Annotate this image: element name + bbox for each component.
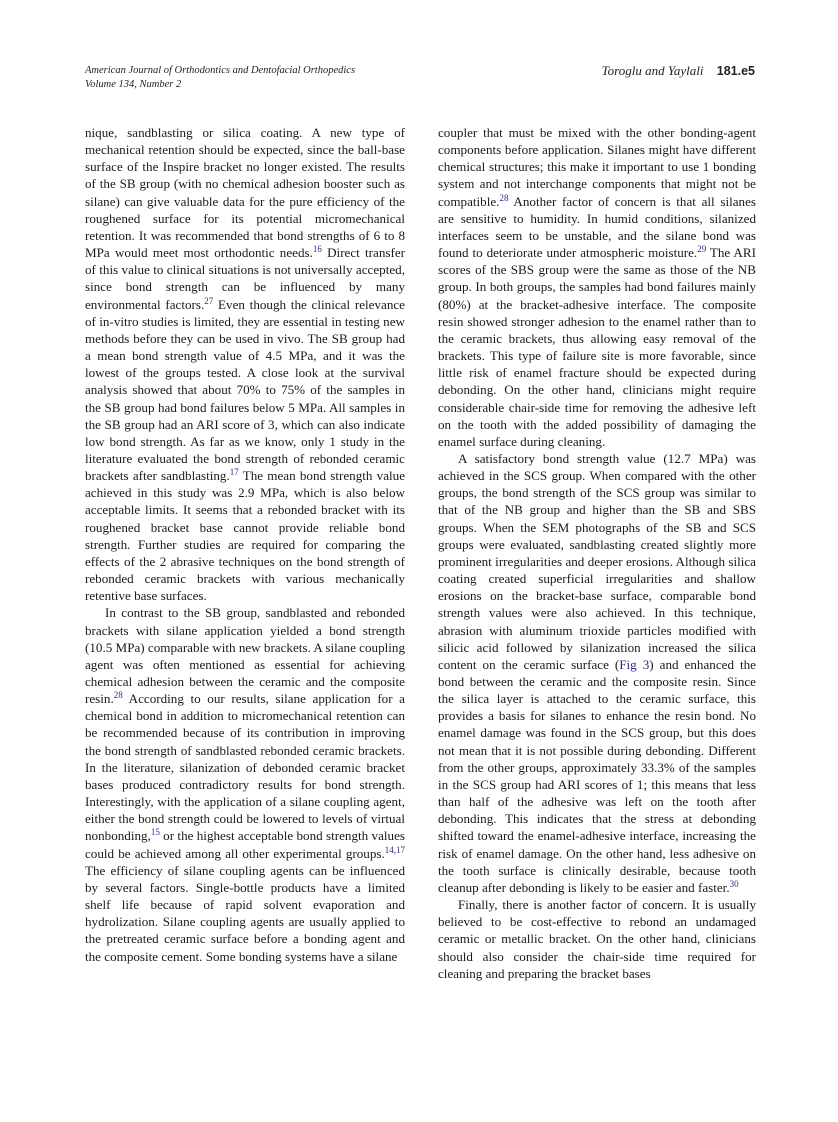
running-authors: Toroglu and Yaylali [601,63,704,78]
text-span: ) and enhanced the bond between the ceramic and the composite resin. Since the silica layer is attached to the ceramic surface, this provides a basis for silanes to enhance the resin bond. No enamel damage was found in the SCS group, but this does not mean that it is not possible during debonding. Different from the other groups, approximately 33.3% of the samples in the SCS group had ARI scores of 1; this means that less than half of the adhesive was left on the tooth after debonding. This indicates that the stress at debonding shifted toward the enamel-adhesive interface, increasing the risk of enamel damage. On the other hand, less adhesive on the tooth surface is clinically desirable, because tooth cleanup after debonding is likely to be easier and faster. [438,656,756,895]
citation-ref[interactable]: 29 [697,244,707,255]
journal-volume: Volume 134, Number 2 [85,79,182,90]
text-span: The mean bond strength value achieved in this study was 2.9 MPa, which is also below acceptable limits. It seems that a rebonded bracket with its roughened bracket base cannot provide reliable bond strength. Further studies are required for comparing the effects of the 2 abrasive techniques on the bond strength of rebonded ceramic brackets with various mechanically retentive base surfaces. [85,468,405,604]
left-column [85,124,405,965]
text-span: nique, sandblasting or silica coating. A new type of mechanical retention should be expected, since the ball-base surface of the Inspire bracket no longer existed. The results of the SB group (with no chemical adhesion booster such as silane) can give valuable data for the pure efficiency of the roughened surface for its potential micromechanical retention. It was recommended that bond strengths of 6 to 8 MPa would meet most orthodontic needs. [85,125,405,261]
citation-ref[interactable]: 16 [312,244,322,255]
paragraph-cost-effectiveness [438,896,756,982]
text-span: Finally, there is another factor of concern. It is usually believed to be cost-effective to rebond an undamaged ceramic or metallic bracket. On the other hand, clinicians should also consider the chair-side time required for cleaning and preparing the bracket bases [438,897,756,981]
citation-ref[interactable]: 27 [204,295,214,306]
right-column [438,124,756,982]
paragraph-scs-group [438,450,756,896]
text-span: coupler that must be mixed with the other bonding-agent components before application. Silanes might have different chemical structures; this make it important to use 1 bonding system and not interchange components that might not be compatible. [438,125,756,209]
text-span: The efficiency of silane coupling agents can be influenced by several factors. Single-bottle products have a limited shelf life because of rapid solvent evaporation and hydrolization. Silane coupling agents are usually applied to the pretreated ceramic surface before a bonding agent and the composite cement. Some bonding systems have a silane [85,862,405,964]
journal-info [85,64,355,92]
text-span: In contrast to the SB group, sandblasted and rebonded brackets with silane application yielded a bond strength (10.5 MPa) comparable with new brackets. A silane coupling agent was often mentioned as essential for achieving chemical adhesion between the ceramic and the composite resin. [85,605,405,707]
running-header [85,64,755,96]
citation-ref[interactable]: 17 [229,467,239,478]
paragraph-silane-continued [438,124,756,450]
paragraph-sb-group [85,124,405,604]
text-span: Another factor of concern is that all silanes are sensitive to humidity. In humid conditions, silanized interfaces seem to be unstable, and the silane bond was found to deteriorate under atmospheric moisture. [438,193,756,261]
journal-title: American Journal of Orthodontics and Dentofacial Orthopedics [85,65,356,76]
page-number: 181.e5 [716,64,755,78]
text-span: or the highest acceptable bond strength values could be achieved among all other experimental groups. [85,828,405,861]
citation-ref[interactable]: 14,17 [384,844,405,855]
citation-ref[interactable]: 28 [499,192,509,203]
citation-ref[interactable]: 30 [729,878,739,889]
paragraph-sbs-group [85,604,405,964]
citation-ref[interactable]: 28 [113,690,123,701]
text-span: According to our results, silane application for a chemical bond in addition to micromechanical retention can be recommended because of its contribution in improving the bond strength of sandblasted rebonded ceramic brackets. In the literature, silanization of debonded ceramic bracket bases produced contradictory results for bond strength. Interestingly, with the application of a silane coupling agent, either the bond strength could be lowered to levels of virtual nonbonding, [85,691,405,844]
text-span: A satisfactory bond strength value (12.7 MPa) was achieved in the SCS group. When compared with the other groups, the bond strength of the SCS group was similar to that of the NB group and higher than the SB and SBS groups. When the SEM photographs of the SB and SCS groups were evaluated, sandblasting created slightly more prominent irregularities and deeper erosions. Although silica coating created superficial irregularities and shallow erosions on the bracket-base surface, comparable bond strength values were also achieved. In this technique, abrasion with aluminum trioxide particles modified with silicic acid followed by silanization increased the silica content on the ceramic surface ( [438,450,756,672]
text-span: Even though the clinical relevance of in-vitro studies is limited, they are essential in testing new methods before they can be used in vivo. The SB group had a mean bond strength value of 4.5 MPa, and it was the lowest of the groups tested. A close look at the survival analysis showed that about 70% to 75% of the samples in the SB group had bond failures below 5 MPa. All samples in the SB group had an ARI score of 3, which can also indicate low bond strength. As far as we know, only 1 study in the literature evaluated the bond strength of rebonded ceramic brackets after sandblasting. [85,296,405,484]
citation-ref[interactable]: 15 [150,827,160,838]
running-head-right [602,64,755,78]
figure-link[interactable]: Fig 3 [619,656,650,672]
text-span: Direct transfer of this value to clinical situations is not universally accepted, since bond strength can be influenced by many environmental factors. [85,245,406,312]
text-span: The ARI scores of the SBS group were the same as those of the NB group. In both groups, the samples had bond failures mainly (80%) at the bracket-adhesive interface. The composite resin showed stronger adhesion to the enamel rather than to the ceramic brackets, thus allowing easy removal of the brackets. This type of failure site is more favorable, since little risk of enamel fracture should be expected during debonding. On the other hand, clinicians might require considerable chair-side time for removing the adhesive left on the tooth with the added possibility of damaging the enamel surface during cleaning. [438,245,756,449]
